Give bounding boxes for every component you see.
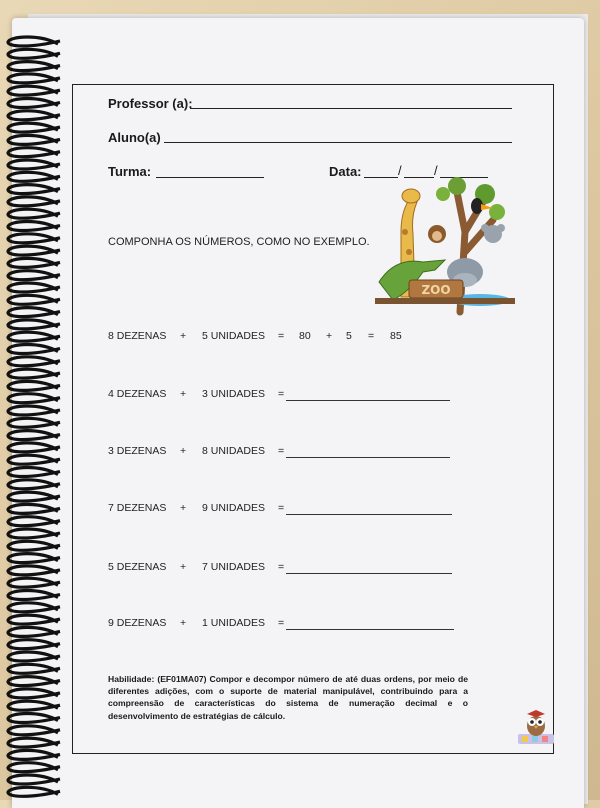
- binding-coil: [8, 345, 60, 354]
- binding-coil: [8, 86, 60, 95]
- binding-coil: [8, 431, 60, 440]
- skill-description: Habilidade: (EF01MA07) Compor e decompor número de até duas ordens, por meio de diferentes adições, com o suporte de material manipulável, contribuindo para a compreensão de características do sistema de numeração decimal e o desenvolvimento de estratégias de cálculo.: [108, 674, 468, 721]
- answer-line[interactable]: [286, 514, 452, 515]
- binding-coil: [8, 234, 60, 243]
- binding-coil: [8, 418, 60, 427]
- example-units-value: 5: [346, 330, 352, 342]
- exercise-row: [108, 561, 508, 575]
- binding-coil: [8, 185, 60, 194]
- binding-coil: [8, 74, 60, 83]
- exercise-plus: +: [180, 445, 187, 457]
- binding-coil: [8, 99, 60, 108]
- date-label: Data:: [329, 164, 362, 179]
- binding-coil: [8, 209, 60, 218]
- binding-coil: [8, 603, 60, 612]
- binding-coil: [8, 787, 60, 796]
- exercise-units: 1 UNIDADES: [202, 617, 266, 629]
- example-equals-2: =: [368, 330, 375, 342]
- binding-coil: [8, 406, 60, 415]
- exercise-row: [108, 502, 508, 516]
- binding-coil: [8, 295, 60, 304]
- binding-coil: [8, 283, 60, 292]
- example-result: 85: [390, 330, 402, 342]
- binding-coil: [8, 504, 60, 513]
- exercise-tens: 4 DEZENAS: [108, 388, 167, 400]
- exercise-tens: 3 DEZENAS: [108, 445, 167, 457]
- binding-coil: [8, 541, 60, 550]
- binding-coil: [8, 664, 60, 673]
- binding-coil: [8, 701, 60, 710]
- binding-coil: [8, 172, 60, 181]
- binding-coil: [8, 750, 60, 759]
- binding-coil: [8, 148, 60, 157]
- answer-line[interactable]: [286, 457, 450, 458]
- exercise-row: [108, 388, 508, 402]
- exercise-plus: +: [180, 502, 187, 514]
- answer-line[interactable]: [286, 573, 452, 574]
- exercise-plus: +: [180, 388, 187, 400]
- binding-coil: [8, 271, 60, 280]
- example-plus-2: +: [326, 330, 333, 342]
- exercise-units: 8 UNIDADES: [202, 445, 266, 457]
- date-separator-1: /: [398, 163, 402, 178]
- binding-coil: [8, 455, 60, 464]
- example-equals: =: [278, 330, 285, 342]
- exercise-tens: 5 DEZENAS: [108, 561, 167, 573]
- binding-coil: [8, 714, 60, 723]
- answer-line[interactable]: [286, 400, 450, 401]
- binding-coil: [8, 517, 60, 526]
- instruction-text: COMPONHA OS NÚMEROS, COMO NO EXEMPLO.: [108, 236, 370, 248]
- exercise-plus: +: [180, 617, 187, 629]
- answer-line[interactable]: [286, 629, 454, 630]
- binding-coil: [8, 37, 60, 46]
- student-name-line[interactable]: [164, 142, 512, 143]
- exercise-equals: =: [278, 561, 285, 573]
- exercise-row: [108, 617, 508, 631]
- binding-coil: [8, 332, 60, 341]
- binding-coil: [8, 492, 60, 501]
- owl-mascot-icon: [516, 708, 556, 746]
- binding-coil: [8, 480, 60, 489]
- binding-coil: [8, 49, 60, 58]
- exercise-row: [108, 445, 508, 459]
- binding-coil: [8, 443, 60, 452]
- class-line[interactable]: [156, 177, 264, 178]
- exercise-units: 7 UNIDADES: [202, 561, 266, 573]
- binding-coil: [8, 320, 60, 329]
- binding-coil: [8, 775, 60, 784]
- exercise-equals: =: [278, 388, 285, 400]
- exercise-units: 9 UNIDADES: [202, 502, 266, 514]
- binding-coil: [8, 357, 60, 366]
- binding-coil: [8, 763, 60, 772]
- zoo-sign-text: ZOO: [421, 283, 451, 297]
- exercise-tens: 9 DEZENAS: [108, 617, 167, 629]
- binding-coil: [8, 160, 60, 169]
- example-row: [108, 330, 508, 344]
- binding-coil: [8, 246, 60, 255]
- exercise-equals: =: [278, 445, 285, 457]
- binding-coil: [8, 652, 60, 661]
- zoo-animals-illustration: [365, 172, 525, 322]
- binding-coil: [8, 369, 60, 378]
- binding-coil: [8, 222, 60, 231]
- exercise-plus: +: [180, 561, 187, 573]
- example-units: 5 UNIDADES: [202, 330, 266, 342]
- binding-coil: [8, 738, 60, 747]
- binding-coil: [8, 62, 60, 71]
- binding-coil: [8, 258, 60, 267]
- binding-coil: [8, 135, 60, 144]
- exercise-equals: =: [278, 502, 285, 514]
- binding-coil: [8, 111, 60, 120]
- binding-coil: [8, 566, 60, 575]
- spiral-binding: [0, 30, 70, 800]
- example-plus: +: [180, 330, 187, 342]
- exercise-equals: =: [278, 617, 285, 629]
- binding-coil: [8, 615, 60, 624]
- binding-coil: [8, 640, 60, 649]
- example-tens-value: 80: [299, 330, 311, 342]
- binding-coil: [8, 591, 60, 600]
- teacher-name-line[interactable]: [190, 108, 512, 109]
- binding-coil: [8, 394, 60, 403]
- exercise-units: 3 UNIDADES: [202, 388, 266, 400]
- binding-coil: [8, 308, 60, 317]
- binding-coil: [8, 468, 60, 477]
- class-label: Turma:: [108, 164, 152, 179]
- teacher-label: Professor (a):: [108, 96, 193, 111]
- binding-coil: [8, 677, 60, 686]
- binding-coil: [8, 578, 60, 587]
- binding-coil: [8, 689, 60, 698]
- student-label: Aluno(a): [108, 130, 161, 145]
- binding-coil: [8, 197, 60, 206]
- binding-coil: [8, 529, 60, 538]
- example-tens: 8 DEZENAS: [108, 330, 167, 342]
- date-separator-2: /: [434, 163, 438, 178]
- binding-coil: [8, 123, 60, 132]
- binding-coil: [8, 726, 60, 735]
- exercise-tens: 7 DEZENAS: [108, 502, 167, 514]
- binding-coil: [8, 381, 60, 390]
- binding-coil: [8, 627, 60, 636]
- binding-coil: [8, 554, 60, 563]
